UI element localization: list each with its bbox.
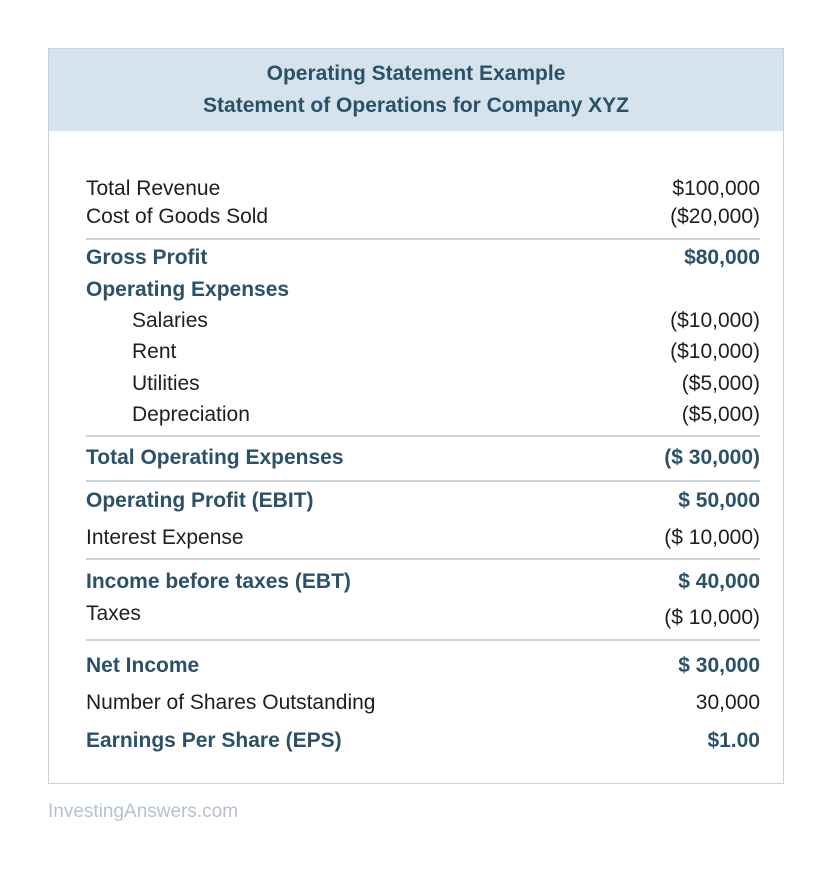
row-operating-profit xyxy=(86,486,760,516)
source-watermark: InvestingAnswers.com xyxy=(48,801,239,822)
row-net-income xyxy=(86,651,760,681)
row-value: ($20,000) xyxy=(670,205,760,228)
row-cogs xyxy=(86,202,760,232)
row-ebt xyxy=(86,567,760,597)
row-label: Salaries xyxy=(132,309,208,332)
row-label: Interest Expense xyxy=(86,526,244,549)
statement-header xyxy=(49,49,783,131)
row-depreciation xyxy=(86,400,760,430)
row-rent xyxy=(86,337,760,367)
row-interest-expense xyxy=(86,523,760,553)
row-label: Rent xyxy=(132,340,177,363)
row-label: Income before taxes (EBT) xyxy=(86,570,351,593)
row-value: ($5,000) xyxy=(681,372,760,395)
row-value: 30,000 xyxy=(695,691,760,714)
row-utilities xyxy=(86,369,760,399)
row-value: ($10,000) xyxy=(670,309,760,332)
divider xyxy=(86,238,760,240)
row-taxes xyxy=(86,599,760,629)
row-salaries xyxy=(86,306,760,336)
row-value: $ 30,000 xyxy=(678,654,760,677)
row-label: Earnings Per Share (EPS) xyxy=(86,729,342,752)
divider xyxy=(86,639,760,641)
row-value: $ 40,000 xyxy=(678,570,760,593)
row-label: Total Revenue xyxy=(86,177,221,200)
statement-card xyxy=(48,48,784,784)
row-label: Net Income xyxy=(86,654,200,677)
statement-subtitle: Statement of Operations for Company XYZ xyxy=(203,94,629,117)
row-value: ($5,000) xyxy=(681,403,760,426)
row-label: Taxes xyxy=(86,602,141,625)
row-label: Cost of Goods Sold xyxy=(86,205,269,228)
row-label: Gross Profit xyxy=(86,246,208,269)
row-operating-expenses-heading xyxy=(86,275,760,305)
row-label: Depreciation xyxy=(132,403,250,426)
row-value: $100,000 xyxy=(672,177,760,200)
row-value: ($10,000) xyxy=(670,340,760,363)
row-shares-outstanding xyxy=(86,688,760,718)
row-label: Operating Expenses xyxy=(86,278,290,301)
row-gross-profit xyxy=(86,243,760,273)
row-label: Operating Profit (EBIT) xyxy=(86,489,314,512)
divider xyxy=(86,558,760,560)
row-value: $ 50,000 xyxy=(678,489,760,512)
row-label: Number of Shares Outstanding xyxy=(86,691,376,714)
row-value: ($ 30,000) xyxy=(664,446,760,469)
statement-title: Operating Statement Example xyxy=(266,62,566,85)
row-value: ($ 10,000) xyxy=(664,526,760,549)
row-total-operating-expenses xyxy=(86,443,760,473)
row-value: $80,000 xyxy=(684,246,760,269)
row-value: $1.00 xyxy=(707,729,760,752)
row-value: ($ 10,000) xyxy=(664,606,760,629)
row-eps xyxy=(86,726,760,756)
divider xyxy=(86,435,760,437)
row-total-revenue xyxy=(86,174,760,204)
row-label: Total Operating Expenses xyxy=(86,446,344,469)
row-label: Utilities xyxy=(132,372,200,395)
divider xyxy=(86,480,760,482)
